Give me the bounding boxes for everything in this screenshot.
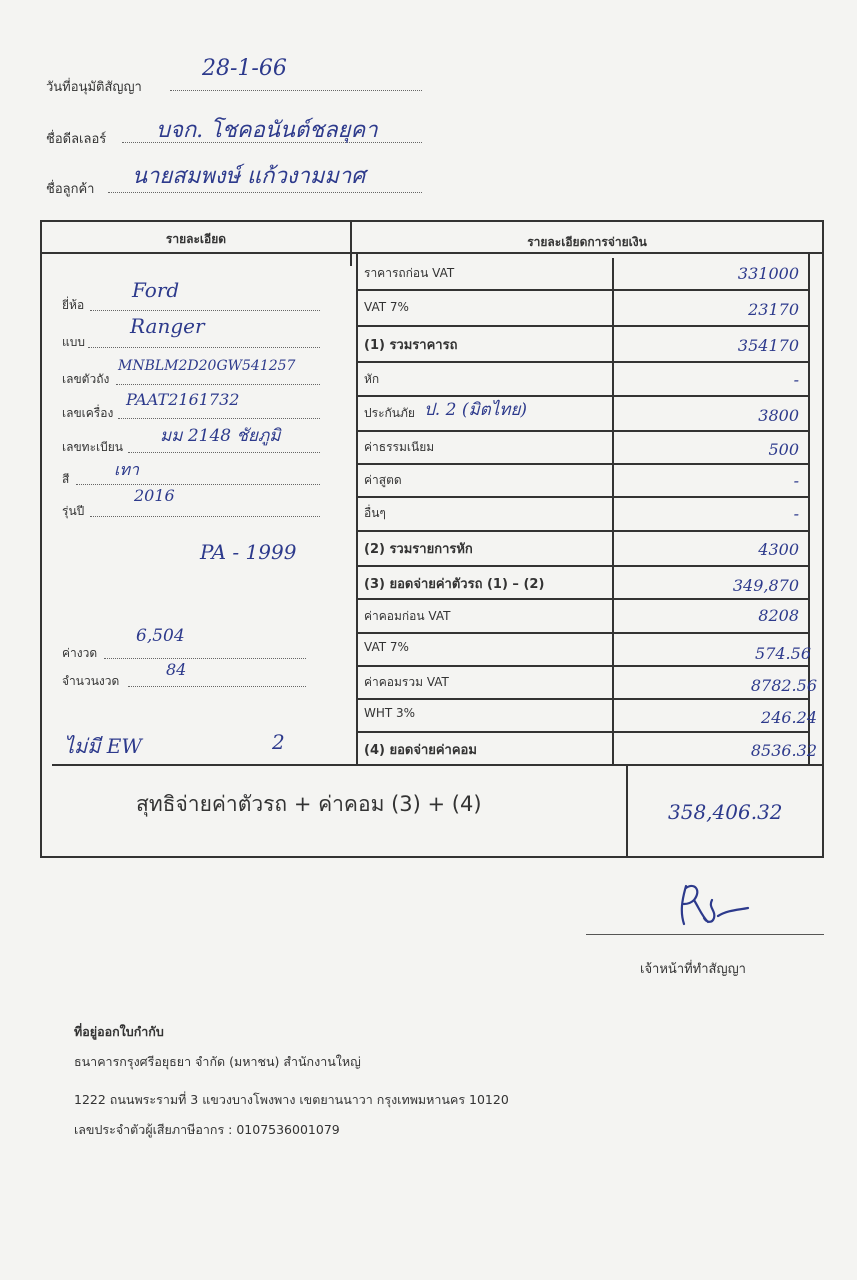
right-header: รายละเอียดการจ่ายเงิน xyxy=(527,235,647,249)
total-row-line xyxy=(52,764,824,766)
brand-dots xyxy=(90,310,320,311)
row-line xyxy=(356,565,808,567)
row-line xyxy=(356,731,808,733)
year-label: รุ่นปี xyxy=(62,504,85,518)
commission-vat-value: 574.56 xyxy=(755,644,811,663)
signature xyxy=(672,880,752,939)
total-car-price-label: (1) รวมราคารถ xyxy=(364,338,458,353)
signature-line xyxy=(586,934,824,935)
year-dots xyxy=(90,516,320,517)
car-payment-label: (3) ยอดจ่ายค่าตัวรถ (1) – (2) xyxy=(364,577,545,592)
row-line xyxy=(356,325,808,327)
car-payment-value: 349,870 xyxy=(732,576,799,595)
total-deduct-label: (2) รวมรายการหัก xyxy=(364,542,473,557)
footer-address: 1222 ถนนพระรามที่ 3 แขวงบางโพงพาง เขตยานนาวา กรุงเทพมหานคร 10120 xyxy=(74,1092,509,1107)
plate-dots xyxy=(128,452,320,453)
footer-title: ที่อยู่ออกใบกำกับ xyxy=(74,1024,164,1039)
brand-value: Ford xyxy=(132,278,180,302)
insurance-note: ป. 2 (มิตไทย) xyxy=(424,400,528,420)
model-label: แบบ xyxy=(62,335,85,349)
installment-label: ค่างวด xyxy=(62,646,98,660)
chassis-dots xyxy=(116,384,320,385)
row-line xyxy=(356,632,808,634)
num-installments-dots xyxy=(128,686,306,687)
commission-before-vat-value: 8208 xyxy=(758,606,799,625)
dealer-field xyxy=(46,128,106,149)
plate-value: มม 2148 ชัยภูมิ xyxy=(160,426,281,446)
dealer-label: ชื่อดีลเลอร์ xyxy=(46,132,107,147)
model-dots xyxy=(88,347,320,348)
chassis-value: MNBLM2D20GW541257 xyxy=(118,358,296,374)
approve-date-label: วันที่อนุมัติสัญญา xyxy=(46,80,142,95)
deduct-value: - xyxy=(793,370,799,389)
plate-label: เลขทะเบียน xyxy=(62,440,123,454)
approve-date-dots xyxy=(170,90,422,91)
year-value: 2016 xyxy=(134,486,175,505)
customer-label: ชื่อลูกค้า xyxy=(46,182,95,197)
color-value: เทา xyxy=(114,460,139,479)
row-line xyxy=(356,665,808,667)
total-car-price-value: 354170 xyxy=(737,336,799,355)
price-before-vat-value: 331000 xyxy=(737,264,799,283)
color-dots xyxy=(76,484,320,485)
fee-label: ค่าธรรมเนียม xyxy=(364,440,435,454)
insurance-label: ประกันภัย xyxy=(364,406,415,420)
commission-total-value: 8782.56 xyxy=(750,676,817,695)
row-line xyxy=(356,361,808,363)
row-line xyxy=(356,463,808,465)
footer-company: ธนาคารกรุงศรีอยุธยา จำกัด (มหาชน) สำนักงานใหญ่ xyxy=(74,1054,361,1069)
commission-total-label: ค่าคอมรวม VAT xyxy=(364,675,449,689)
ew-note-count: 2 xyxy=(272,730,285,754)
num-installments-label: จำนวนงวด xyxy=(62,674,120,688)
pa-note: PA - 1999 xyxy=(200,540,297,564)
net-total-value: 358,406.32 xyxy=(668,800,783,824)
misc-fee-label: ค่าสูตด xyxy=(364,473,402,487)
installment-value: 6,504 xyxy=(136,626,185,646)
signature-mark-icon xyxy=(672,880,752,930)
color-label: สี xyxy=(62,472,70,486)
price-before-vat-label: ราคารถก่อน VAT xyxy=(364,266,455,280)
misc-fee-value: - xyxy=(793,471,799,490)
brand-label: ยี่ห้อ xyxy=(62,298,85,312)
commission-payment-value: 8536.32 xyxy=(750,741,817,760)
model-value: Ranger xyxy=(130,314,205,338)
row-line xyxy=(356,289,808,291)
approve-date-value: 28-1-66 xyxy=(202,56,287,81)
total-deduct-value: 4300 xyxy=(758,540,799,559)
vat-value: 23170 xyxy=(748,300,799,319)
table-header-line xyxy=(40,252,824,254)
installment-dots xyxy=(104,658,306,659)
wht-value: 246.24 xyxy=(761,708,817,727)
vat-label: VAT 7% xyxy=(364,300,409,314)
row-line xyxy=(356,430,808,432)
row-line xyxy=(356,598,808,600)
wht-label: WHT 3% xyxy=(364,706,416,720)
insurance-value: 3800 xyxy=(758,406,799,425)
customer-field xyxy=(46,178,94,199)
approve-date-field xyxy=(46,76,142,97)
commission-vat-label: VAT 7% xyxy=(364,640,409,654)
row-line xyxy=(356,496,808,498)
row-line xyxy=(356,698,808,700)
footer-tax-id: เลขประจำตัวผู้เสียภาษีอากร : 0107536001079 xyxy=(74,1122,340,1137)
signature-caption: เจ้าหน้าที่ทำสัญญา xyxy=(640,962,746,977)
commission-payment-label: (4) ยอดจ่ายค่าคอม xyxy=(364,743,477,758)
engine-label: เลขเครื่อง xyxy=(62,406,114,420)
other-label: อื่นๆ xyxy=(364,506,386,520)
num-installments-value: 84 xyxy=(166,660,187,679)
chassis-label: เลขตัวถัง xyxy=(62,372,110,386)
left-header: รายละเอียด xyxy=(165,232,227,246)
row-line xyxy=(356,530,808,532)
ew-note: ไม่มี EW xyxy=(64,734,142,758)
net-total-label: สุทธิจ่ายค่าตัวรถ + ค่าคอม (3) + (4) xyxy=(136,792,482,816)
dealer-value: บจก. โชคอนันต์ชลยุคา xyxy=(156,118,378,143)
engine-dots xyxy=(118,418,320,419)
table-divider xyxy=(356,252,358,764)
deduct-label: หัก xyxy=(364,372,380,386)
commission-before-vat-label: ค่าคอมก่อน VAT xyxy=(364,609,451,623)
other-value: - xyxy=(793,504,799,523)
fee-value: 500 xyxy=(768,440,799,459)
table-divider xyxy=(612,258,614,764)
engine-value: PAAT2161732 xyxy=(126,390,240,409)
table-divider xyxy=(626,764,628,858)
customer-value: นายสมพงษ์ แก้วงามมาศ xyxy=(132,164,366,189)
